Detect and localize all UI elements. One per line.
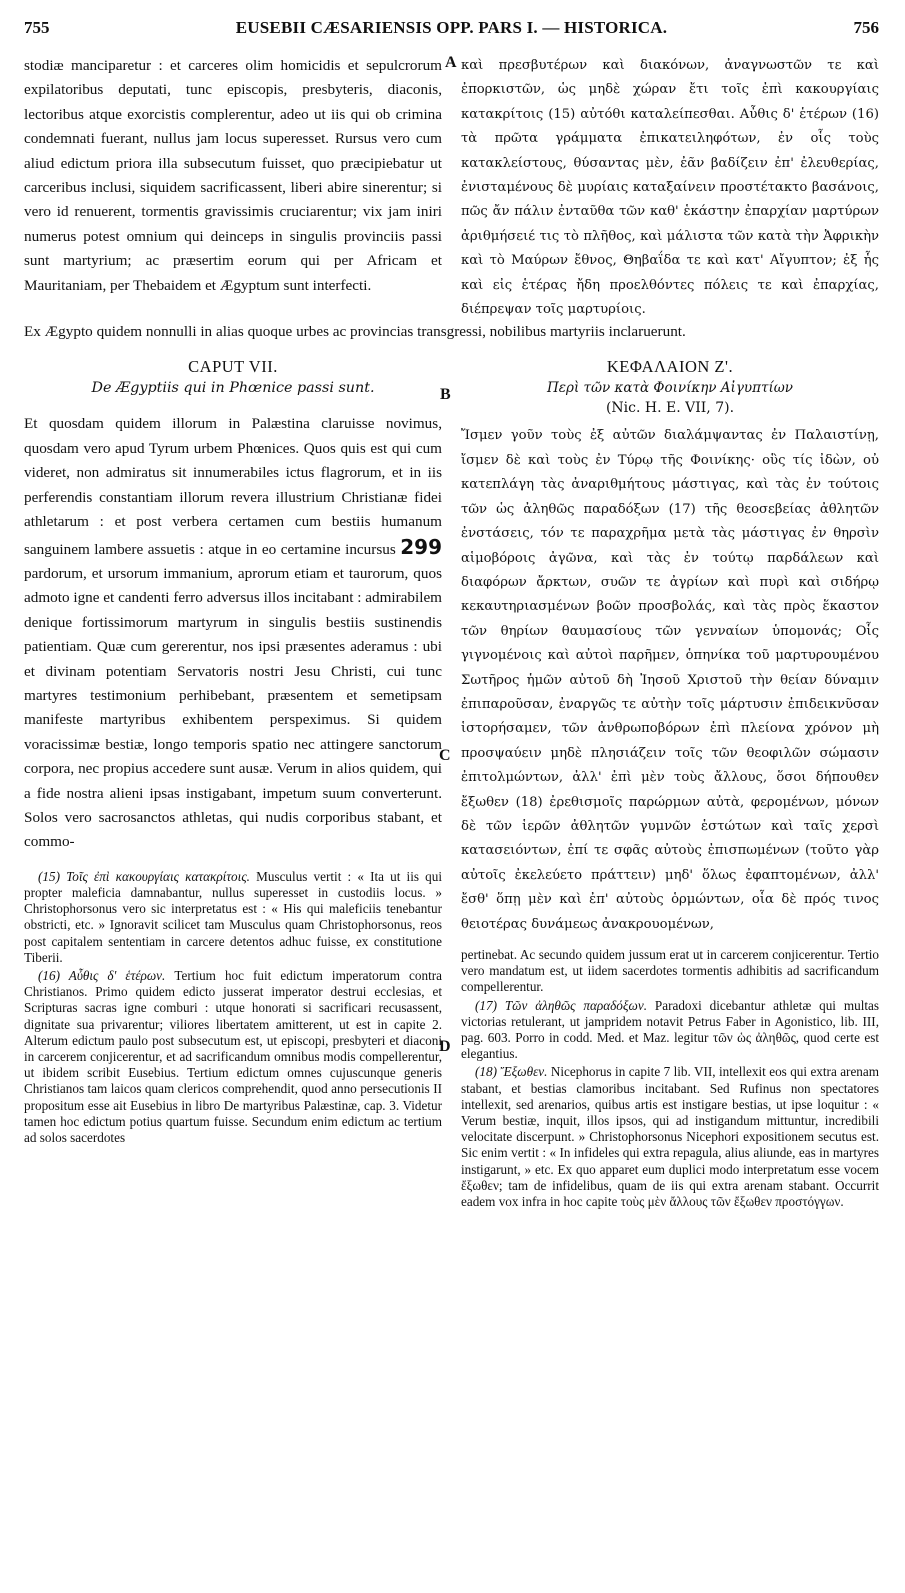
footnote-17: (17) Τῶν ἀληθῶς παραδόξων. Paradoxi dicebantur athletæ qui multas victorias retulerant, ut jampridem notavit Petrus Faber in Agonistico, lib. III, pag. 603. Porro in codd. Med. et Maz. legitur τῶν ὡς ἀληθῶς, quod certe est elegantius. bbox=[461, 997, 880, 1062]
latin-body-part-b: pardorum, et ursorum immanium, aprorum etiam et taurorum, quos admoto igne et candenti ferro adversus illos incitabant : admirabilem denique fortissimorum martyrum in singulis bestiis sustinendis patientiam. Quæ cum gererentur, nos ipsi præsentes aderamus : ubi et divinam potentiam Servatoris nostri Jesu Christi, cui tunc martyres testimonium perhibebant, præsentem et semetipsam manifeste martyribus exhibentem perspeximus. Si quidem voracissimæ bestiæ, longo temporis spatio nec attingere sanctorum corpora, nec propius accedere sunt ausæ. Verum in alios quidem, qui a fide nostra alieni ipsas instigabant, impetum suum converterunt. Solos vero sacrosanctos athletas, qui nudis corporibus stabant, et commo- bbox=[24, 564, 442, 851]
right-page-number: 756 bbox=[853, 18, 879, 37]
chapter-subtitle-greek: Περὶ τῶν κατὰ Φοινίκην Αἰγυπτίων bbox=[547, 380, 793, 397]
chapter-columns bbox=[24, 354, 879, 1212]
chapter-heading-latin bbox=[24, 356, 442, 398]
left-page-number: 755 bbox=[24, 18, 50, 37]
footnotes-right bbox=[461, 947, 879, 1210]
margin-letter-d: D bbox=[439, 1038, 451, 1055]
greek-body: Ἴσμεν γοῦν τοὺς ἐξ αὐτῶν διαλάμψαντας ἐν Παλαιστίνῃ, ἴσμεν δὲ καὶ τοὺς ἐν Τύρῳ τῆς Φοινίκης· οὓς τίς ἰδὼν, οὐ κατεπλάγη τὰς ἀναριθμήτους μάστιγας, καὶ τὰς ἐν τούτοις τῶν ὡς ἀληθῶς παραδόξων (17) τῆς θεοσεβείας ἀθλητῶν ἐνστάσεις, τόν τε παραχρῆμα μετὰ τὰς μάστιγας ἐν θηρσὶν αἱμοβόροις ἀγῶνα, καὶ τὰς ἐν τούτῳ παρδάλεων καὶ διαφόρων ἄρκτων, συῶν τε ἀγρίων καὶ πυρὶ καὶ σιδήρῳ κεκαυτηριασμένων βοῶν προσβολάς, καὶ τὰς πρὸς ἕκαστον τῶν θηρίων θαυμασίους τῶν γενναίων ὑπομονάς; Οἷς γιγνομένοις καὶ αὐτοὶ παρῆμεν, ὁπηνίκα τοῦ μαρτυρουμένου Σωτῆρος ἡμῶν αὐτοῦ δὴ Ἰησοῦ Χριστοῦ τὴν θείαν δύναμιν ἐπιπαροῦσαν, ἐναργῶς τε αὐτὴν τοῖς μάρτυσιν ἐπιδεικνῦσαν ἱστορήσαμεν, τῶν ἀνθρωποβόρων ἐπὶ πλείονα χρόνον μὴ προσψαύειν μηδὲ πλησιάζειν τοῖς τῶν θεοφιλῶν σώμασιν ἐπιτολμώντων, ἀλλ' ἐπὶ μὲν τοὺς ἄλλους, ὅσοι δήπουθεν ἔξωθεν (18) ἐρεθισμοῖς παρώρμων αὐτὰ, φερομένων, μόνων δὲ τῶν ἱερῶν ἀθλητῶν γυμνῶν ἑστώτων καὶ ταῖς χερσὶ κατασειόντων, ἐπί τε σφᾶς αὐτοὺς ἐπισπωμένων (τοῦτο γὰρ αὐτοῖς ἐκελεύετο πράττειν) μηδ' ὅλως ἐφαπτομένων, ἀλλ' ἔσθ' ὅπῃ μὲν καὶ ἐπ' αὐτοὺς ὁρμώντων, οἷα δὲ πρός τινος θειοτέρας δυνάμεως ἀνακρουομένων, bbox=[461, 428, 879, 932]
running-title: EUSEBII CÆSARIENSIS OPP. PARS I. — HISTORICA. bbox=[235, 18, 668, 37]
footnote-18: (18) Ἔξωθεν. Nicephorus in capite 7 lib. VII, intellexit eos qui extra arenam stabant, et bestias clamoribus incitabant. Sed Rufinus non spectatores intellexit, sed arenarios, quibus artis est instigare bestias, ut ipse loquitur : « Verum bestiæ, inquit, illos ipsos, qui ad instigandum mittuntur, incredibili velocitate discerpunt. » Christophorsonus Nicephori expositionem secutus est. Sic enim vertit : « In infideles qui extra repagula, alius aliunde, eas in martyres instigarunt, » etc. Ex quo apparet eum duplici modo interpretatum esse vocem ἔξωθεν; tam de infidelibus, quam de iis qui extra arenam stabant. Occurrit eadem vox infra in hoc capite τοὺς μὲν ἄλλους τῶν ἔξωθεν προστόγγων. bbox=[461, 1064, 880, 1210]
chapter-title-latin: CAPUT VII. bbox=[188, 357, 278, 377]
margin-letter-c: C bbox=[439, 747, 451, 764]
margin-letter-a: A bbox=[445, 54, 457, 71]
footnote-16: (16) Αὖθις δ' ἑτέρων. Tertium hoc fuit edictum imperatorum contra Christianos. Primo quidem edicto jusserat imperator destrui ecclesias, et Scripturas sacras igne comburi : utque honorati si sacrificari recusassent, dignitate sua privarentur; viliores libertatem amitterent, ut est in capite 2. Alterum edictum paulo post subsecutum est, ut episcopi, presbyteri et diaconi in carcerem conjicerentur, et ad sacrificandum omnibus modis compellerentur, ut ibidem scribit Eusebius. Tertium edictum omnes cujuscunque generis Christianos tam laicos quam clericos comprehendit, quod anno persecutionis II propositum esse ait Eusebius in libro De martyribus Palæstinæ, cap. 3. Videtur tamen hoc edictum potius quartum fuisse. Secundum enim edictum ac tertium ad solos sacerdotes bbox=[24, 968, 443, 1146]
latin-body bbox=[24, 412, 442, 854]
chapter-heading-greek bbox=[461, 356, 879, 418]
inline-page-number: 299 bbox=[400, 534, 443, 559]
running-header bbox=[24, 18, 879, 44]
chapter-subtitle-latin: De Ægyptiis qui in Phœnice passi sunt. bbox=[91, 380, 375, 397]
latin-top-text: stodiæ manciparetur : et carceres olim homicidis et sepulcrorum expilatoribus deputati, tunc episcopis, presbyteris, diaconis, lectoribus atque exorcistis complerentur, adeo ut iis qui ob crimina condemnati fuerant, nullus jam locus superesset. Rursus vero cum aliud edictum priora illa subsecutum fuisset, quo præcipiebatur ut carceribus inclusi, siquidem sacrificassent, liberi abire sinerentur; si vero id renuerent, tormentis gravissimis cruciarentur; vix jam iniri numerus potest omnium qui deinceps in singulis provinciis passi sunt martyrium; ac præsertim eorum qui per Africam et Mauritaniam, per Thebaidem et Ægyptum sunt interfecti. bbox=[24, 57, 442, 294]
footnote-15: (15) Τοῖς ἐπὶ κακουργίαις κατακρίτοις. Musculus vertit : « Ita ut iis qui propter maleficia damnabantur, nullus superesset in custodiis locus. » Christophorsonus vero sic interpretatus est : « His qui maleficiis tenebantur obstricti, etc. » Ignoravit scilicet tam Musculus quam Christophorsonus, reos post capitalem sententiam in carcere detentos adhuc fuisse, ex constitutione Tiberii. bbox=[24, 868, 442, 965]
latin-full-width-line: Ex Ægypto quidem nonnulli in alias quoque urbes ac provincias transgressi, nobilibus martyriis inclaruerunt. bbox=[24, 323, 686, 341]
latin-body-part-a: Et quosdam quidem illorum in Palæstina claruisse novimus, quosdam vero apud Tyrum urbem Phœnices. Quos quis est qui cum videret, non admiratus sit innumerabiles ictus flagrorum, et in iis perferendis constantiam illorum revera illustrium Christianæ fidei athletarum : et post verbera certamen cum bestiis humanum sanguinem lambere assuetis : atque in eo certamine incursus bbox=[24, 415, 442, 558]
margin-letter-b: B bbox=[440, 386, 451, 403]
top-columns bbox=[24, 54, 879, 322]
note-continuation: pertinebat. Ac secundo quidem jussum erat ut in carcerem conjicerentur. Tertio vero mandatum est, ut iidem sacerdotes tormentis adhibitis ad sacrificandum compellerentur. bbox=[461, 947, 879, 995]
footnotes-left bbox=[24, 869, 442, 1146]
chapter-title-greek: ΚΕΦΑΛΑΙΟΝ Ζ'. bbox=[606, 357, 734, 377]
greek-top-text: καὶ πρεσβυτέρων καὶ διακόνων, ἀναγνωστῶν τε καὶ ἐπορκιστῶν, ὡς μηδὲ χώραν ἔτι τοῖς ἐπὶ κακουργίαις κατακρίτοις (15) αὐτόθι καταλείπεσθαι. Αὖθις δ' ἑτέρων (16) τὰ πρῶτα γράμματα ἐπικατειληφότων, ἐν οἷς τοὺς κατακλείστους, θύσαντας μὲν, ἐᾶν βαδίζειν ἐπ' ἐλευθερίας, ἐνισταμένους δὲ μυρίαις καταξαίνειν προστέτακτο βασάνοις, πῶς ἄν πάλιν ἐνταῦθα τῶν καθ' ἑκάστην ἐπαρχίαν μαρτύρων ἀριθμήσειέ τις τὸ πλῆθος, καὶ μάλιστα τῶν κατὰ τὴν Ἀφρικὴν καὶ τὸ Μαύρων ἔθνος, Θηβαΐδα τε καὶ κατ' Αἴγυπτον; ἐξ ἧς καὶ εἰς ἑτέρας ἤδη προελθόντες πόλεις τε καὶ ἐπαρχίας, διέπρεψαν τοῖς μαρτυρίοις. bbox=[461, 58, 879, 318]
chapter-reference: (Nic. H. E. VII, 7). bbox=[605, 400, 735, 417]
